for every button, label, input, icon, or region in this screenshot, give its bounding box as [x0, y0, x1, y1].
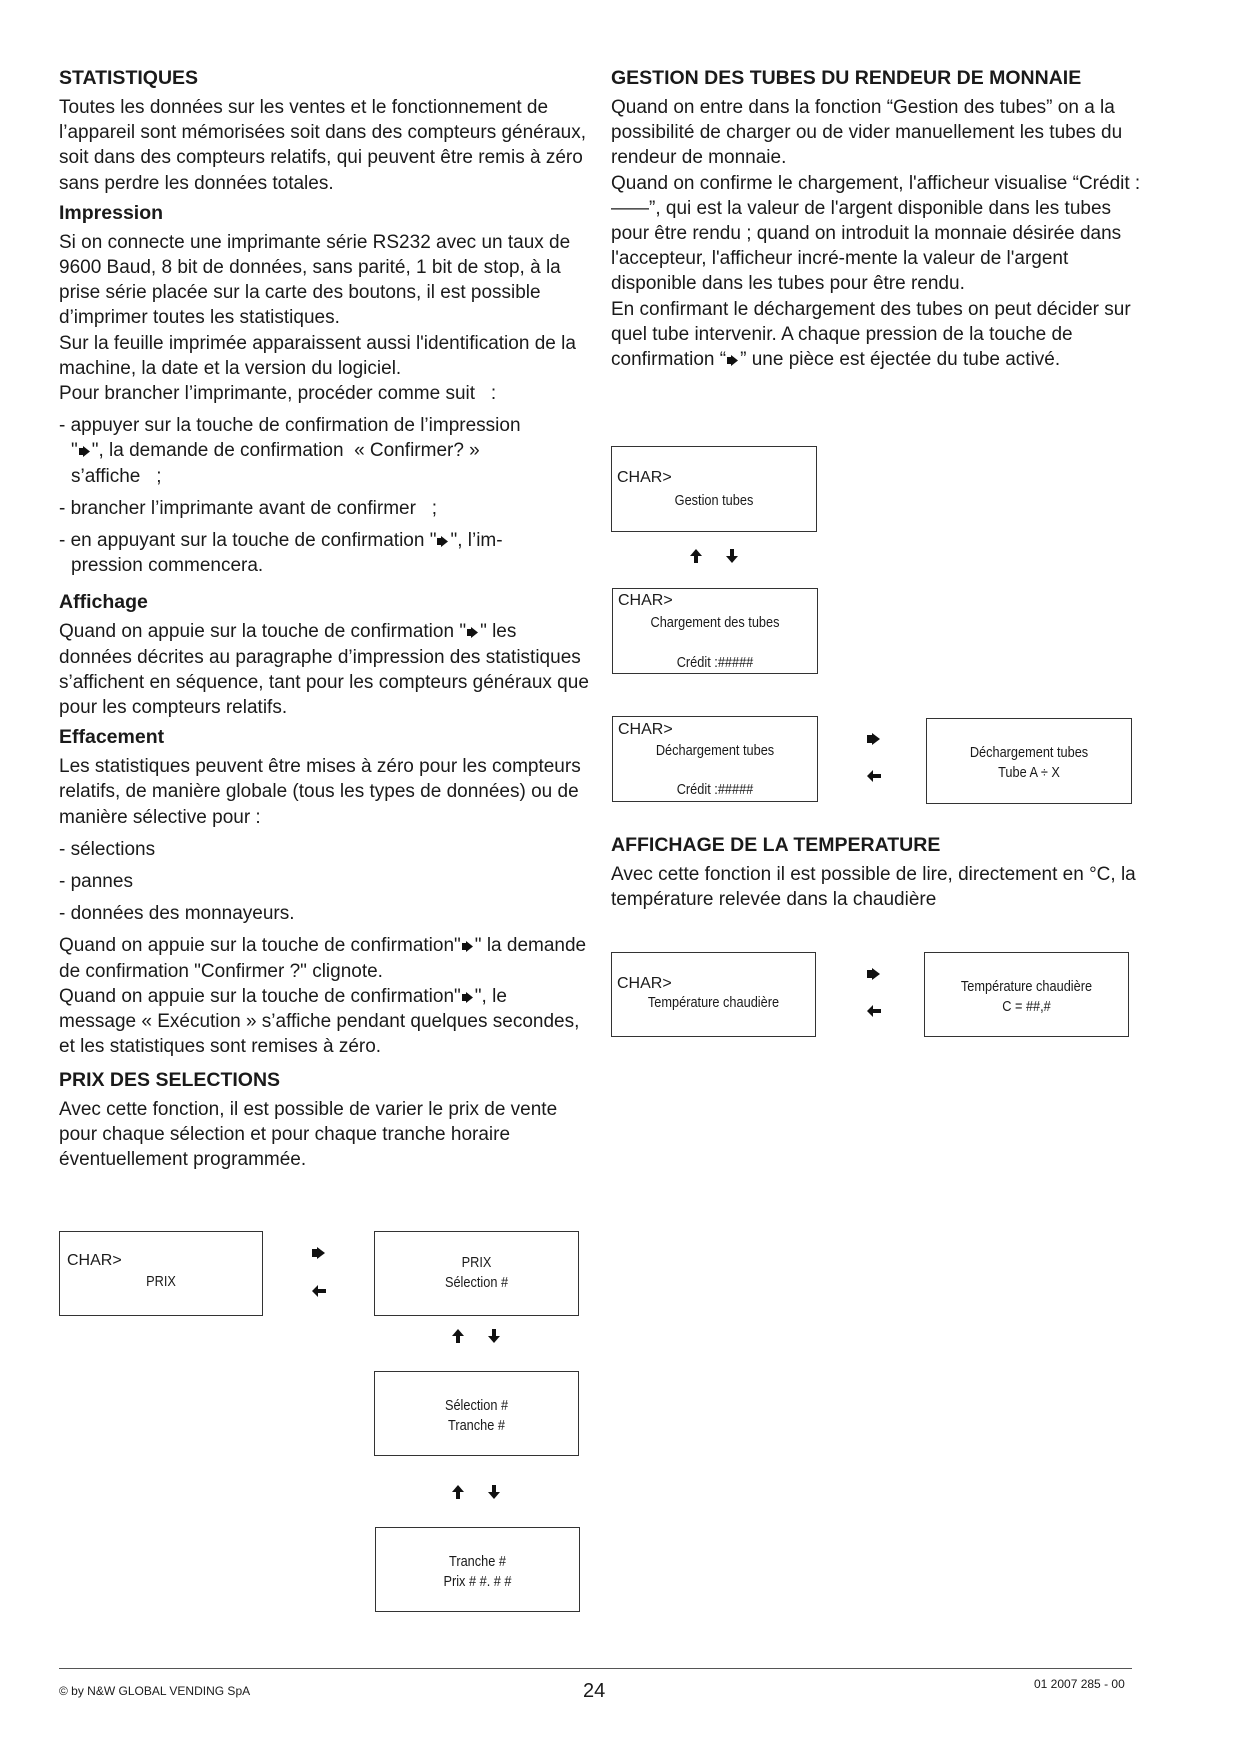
- section-title-temperature: AFFICHAGE DE LA TEMPERATURE: [611, 834, 941, 856]
- paragraph: Pour brancher l’imprimante, procéder comme suit :: [59, 383, 497, 405]
- display-box-tube-select: Déchargement tubes Tube A ÷ X: [926, 718, 1132, 804]
- document-code: 01 2007 285 - 00: [1034, 1677, 1125, 1691]
- arrow-down-icon: [724, 548, 740, 564]
- confirm-key-icon: [78, 445, 92, 458]
- arrow-down-icon: [486, 1484, 502, 1500]
- paragraph: Quand on appuie sur la touche de confirmation" ", le message « Exécution » s’affiche pendant quelques secondes, et les statistiques sont remises à zéro.: [59, 985, 580, 1058]
- confirm-key-icon: [461, 940, 475, 953]
- list-item: - pannes: [59, 871, 133, 893]
- display-box-prix: CHAR> PRIX: [59, 1231, 263, 1316]
- paragraph: Quand on appuie sur la touche de confirmation" " la demande de confirmation "Confirmer ?" clignote.: [59, 935, 587, 982]
- subsection-title-effacement: Effacement: [59, 726, 165, 749]
- back-arrow-icon: [311, 1283, 327, 1299]
- confirm-key-icon: [726, 354, 740, 367]
- display-box-tranche-prix: Tranche # Prix # #. # #: [375, 1527, 580, 1612]
- list-item: - données des monnayeurs.: [59, 903, 295, 925]
- section-title-prix: PRIX DES SELECTIONS: [59, 1068, 281, 1091]
- list-item: - brancher l’imprimante avant de confirmer ;: [59, 497, 438, 519]
- list-item: - en appuyant sur la touche de confirmation " ", l’im- pression commencera.: [59, 530, 503, 577]
- paragraph: Avec cette fonction il est possible de lire, directement en °C, la température relevée dans la chaudière: [611, 864, 1136, 911]
- arrow-up-icon: [688, 548, 704, 564]
- subsection-title-impression: Impression: [59, 201, 164, 224]
- display-box-selection-tranche: Sélection # Tranche #: [374, 1371, 579, 1456]
- arrow-down-icon: [486, 1328, 502, 1344]
- list-item: - sélections: [59, 838, 156, 860]
- confirm-key-icon: [436, 535, 450, 548]
- display-box-temperature-value: Température chaudière C = ##,#: [924, 952, 1129, 1037]
- section-title-statistiques: STATISTIQUES: [59, 67, 199, 89]
- display-box-prix-selection: PRIX Sélection #: [374, 1231, 579, 1316]
- back-arrow-icon: [866, 1003, 882, 1019]
- paragraph: En confirmant le déchargement des tubes on peut décider sur quel tube intervenir. A chaque pression de la touche de confirmation “ ” une pièce est éjectée du tube activé.: [611, 298, 1131, 371]
- left-column: [59, 66, 589, 1172]
- list-item: - appuyer sur la touche de confirmation de l’impression " ", la demande de confirmation « Confirmer? » s’affiche ;: [59, 415, 521, 487]
- arrow-up-icon: [450, 1328, 466, 1344]
- confirm-key-icon: [466, 626, 480, 639]
- display-box-chargement: CHAR> Chargement des tubes Crédit :#####: [612, 588, 818, 674]
- page-number: 24: [583, 1680, 606, 1702]
- paragraph: Quand on entre dans la fonction “Gestion des tubes” on a la possibilité de charger ou de vider manuellement les tubes du rendeur de monnaie.: [611, 97, 1123, 169]
- arrow-up-icon: [450, 1484, 466, 1500]
- paragraph: Avec cette fonction, il est possible de varier le prix de vente pour chaque sélection et pour chaque tranche horaire éventuellement programmée.: [59, 1098, 558, 1170]
- temperature-section: [611, 833, 1141, 912]
- section-title-gestion-tubes: GESTION DES TUBES DU RENDEUR DE MONNAIE: [611, 67, 1082, 89]
- footer-divider: [59, 1668, 1132, 1669]
- right-column: [611, 66, 1141, 372]
- paragraph: Quand on appuie sur la touche de confirmation " " les données décrites au paragraphe d’impression des statistiques s’affichent en séquence, tant pour les compteurs généraux que pour les compteurs relatifs.: [59, 621, 589, 719]
- paragraph: Si on connecte une imprimante série RS232 avec un taux de 9600 Baud, 8 bit de données, sans parité, 1 bit de stop, à la prise série placée sur la carte des boutons, il est possible d’imprimer toutes les statistiques.: [59, 231, 571, 329]
- display-box-gestion-tubes: CHAR> Gestion tubes: [611, 446, 817, 532]
- paragraph: Toutes les données sur les ventes et le fonctionnement de l’appareil sont mémorisées soit dans des compteurs généraux, soit dans des compteurs relatifs, qui peuvent être remis à zéro sans perdre les données totales.: [59, 97, 586, 194]
- confirm-arrow-icon: [866, 732, 882, 748]
- display-box-temperature: CHAR> Température chaudière: [611, 952, 816, 1037]
- display-box-dechargement: CHAR> Déchargement tubes Crédit :#####: [612, 716, 818, 802]
- paragraph: Sur la feuille imprimée apparaissent aussi l'identification de la machine, la date et la version du logiciel.: [59, 332, 576, 379]
- paragraph: Quand on confirme le chargement, l'afficheur visualise “Crédit : ——”, qui est la valeur de l'argent disponible dans les tubes pour être rendu ; quand on introduit la monnaie désirée dans l'accepteur, l'afficheur incré-mente la valeur de l'argent disponible dans les tubes pour être rendu.: [611, 172, 1141, 295]
- confirm-key-icon: [461, 991, 475, 1004]
- footer-copyright: © by N&W GLOBAL VENDING SpA: [59, 1684, 251, 1698]
- back-arrow-icon: [866, 768, 882, 784]
- confirm-arrow-icon: [311, 1246, 327, 1262]
- paragraph: Les statistiques peuvent être mises à zéro pour les compteurs relatifs, de manière globale (tous les types de données) ou de manière sélective pour :: [59, 756, 581, 828]
- confirm-arrow-icon: [866, 967, 882, 983]
- subsection-title-affichage: Affichage: [59, 591, 148, 614]
